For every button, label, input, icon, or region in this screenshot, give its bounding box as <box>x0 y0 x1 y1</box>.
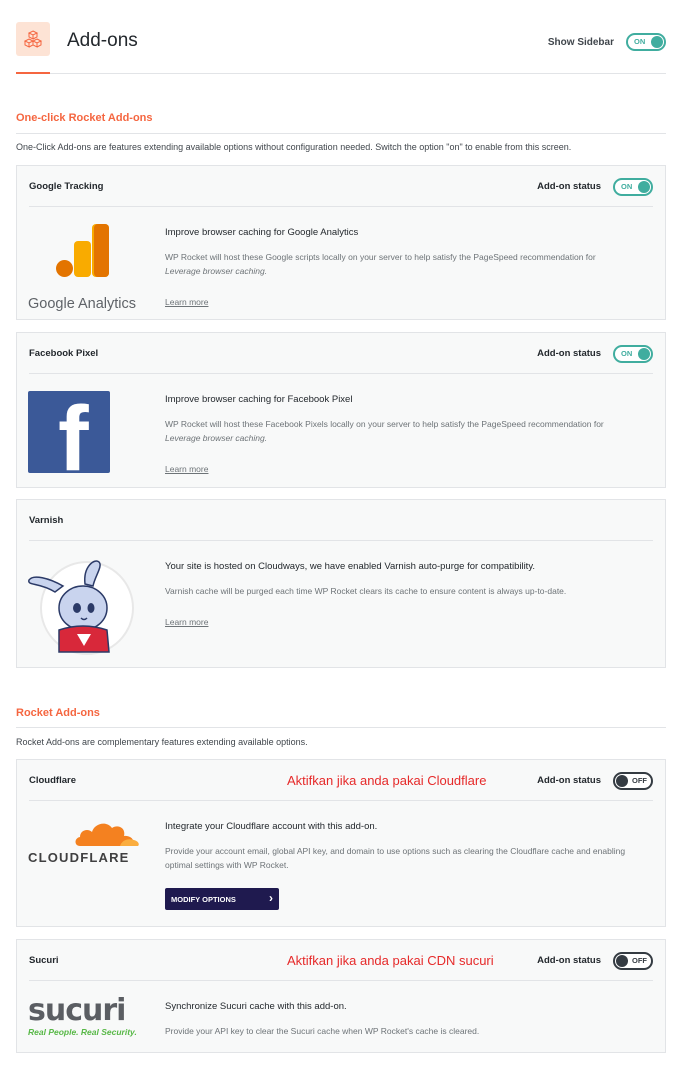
learn-more-link[interactable]: Learn more <box>165 617 209 627</box>
google-tracking-card <box>16 165 666 320</box>
modify-options-button[interactable] <box>165 888 279 910</box>
toggle-label: OFF <box>632 956 647 965</box>
toggle-label: ON <box>634 37 646 46</box>
google-analytics-wordmark: Google Analytics <box>28 296 137 312</box>
card-heading: Your site is hosted on Cloudways, we have enabled Varnish auto-purge for compatibility. <box>165 561 536 572</box>
one-click-section-title: One-click Rocket Add-ons <box>16 112 153 124</box>
card-description: Provide your account email, global API key, and domain to use options such as clearing the Cloudflare cache and enabling optimal settings with WP Rocket. <box>165 846 626 870</box>
learn-more-link[interactable]: Learn more <box>165 464 209 474</box>
card-description-emphasis: Leverage browser caching. <box>165 265 268 276</box>
rocket-addons-section-description: Rocket Add-ons are complementary features extending available options. <box>16 737 308 747</box>
toggle-knob <box>638 348 650 360</box>
cloudflare-cloud-icon <box>72 818 142 848</box>
card-description: Provide your API key to clear the Sucuri cache when WP Rocket's cache is cleared. <box>165 1026 480 1036</box>
rocket-addons-section-title: Rocket Add-ons <box>16 707 100 719</box>
facebook-pixel-toggle[interactable] <box>613 345 653 363</box>
card-divider <box>29 373 653 374</box>
toggle-knob <box>638 181 650 193</box>
cloudflare-logo <box>28 818 153 868</box>
varnish-card <box>16 499 666 668</box>
facebook-logo-icon <box>28 391 110 473</box>
card-divider <box>29 206 653 207</box>
card-description: Varnish cache will be purged each time WP Rocket clears its cache to ensure content is always up-to-date. <box>165 586 567 596</box>
card-divider <box>29 800 653 801</box>
addon-status-label: Add-on status <box>537 181 601 192</box>
toggle-knob <box>616 955 628 967</box>
cloudflare-annotation-note: Aktifkan jika anda pakai Cloudflare <box>287 773 487 788</box>
google-analytics-logo <box>28 224 153 312</box>
sucuri-toggle[interactable] <box>613 952 653 970</box>
card-heading: Synchronize Sucuri cache with this add-on. <box>165 1001 347 1012</box>
card-description <box>165 251 645 278</box>
section-divider <box>16 133 666 134</box>
sucuri-tagline: Real People. Real Security. <box>28 1027 137 1037</box>
show-sidebar-toggle[interactable] <box>626 33 666 51</box>
modify-options-label: MODIFY OPTIONS <box>171 894 236 904</box>
sucuri-annotation-note: Aktifkan jika anda pakai CDN sucuri <box>287 953 494 968</box>
show-sidebar-label: Show Sidebar <box>547 37 614 48</box>
varnish-rabbit-mascot-icon <box>25 552 140 657</box>
card-heading: Improve browser caching for Facebook Pixel <box>165 394 353 405</box>
facebook-f-glyph: f <box>58 391 89 473</box>
sucuri-logo <box>28 993 153 1041</box>
addon-status-label: Add-on status <box>537 348 601 359</box>
card-description-text: WP Rocket will host these Google scripts locally on your server to help satisfy the PageSpeed recommendation for <box>165 252 596 262</box>
cloudflare-card <box>16 759 666 927</box>
addon-status-label: Add-on status <box>537 955 601 966</box>
card-description <box>165 418 645 445</box>
google-tracking-toggle[interactable] <box>613 178 653 196</box>
toggle-label: OFF <box>632 776 647 785</box>
one-click-section-description: One-Click Add-ons are features extending available options without configuration needed. Switch the option "on" to enable from this screen. <box>16 142 572 152</box>
chevron-right-icon: › <box>269 891 273 905</box>
toggle-knob <box>651 36 663 48</box>
card-title: Varnish <box>29 515 64 526</box>
card-description-emphasis: Leverage browser caching. <box>165 432 268 443</box>
sucuri-card <box>16 939 666 1053</box>
header-accent-underline <box>16 72 50 74</box>
addon-status-label: Add-on status <box>537 775 601 786</box>
sucuri-wordmark: sucuri <box>28 993 126 1028</box>
toggle-label: ON <box>621 182 633 191</box>
card-title: Google Tracking <box>29 181 104 192</box>
card-heading: Integrate your Cloudflare account with this add-on. <box>165 821 378 832</box>
card-heading: Improve browser caching for Google Analytics <box>165 227 359 238</box>
section-divider <box>16 727 666 728</box>
toggle-knob <box>616 775 628 787</box>
page-title: Add-ons <box>67 30 138 51</box>
card-title: Cloudflare <box>29 775 76 786</box>
google-analytics-bars-icon <box>56 224 116 279</box>
toggle-label: ON <box>621 349 633 358</box>
cloudflare-wordmark: CLOUDFLARE <box>28 850 130 865</box>
card-title: Sucuri <box>29 955 59 966</box>
learn-more-link[interactable]: Learn more <box>165 297 209 307</box>
facebook-pixel-card <box>16 332 666 488</box>
page-header <box>16 22 666 74</box>
card-title: Facebook Pixel <box>29 348 99 359</box>
cloudflare-toggle[interactable] <box>613 772 653 790</box>
card-divider <box>29 980 653 981</box>
card-divider <box>29 540 653 541</box>
addons-cubes-icon <box>16 22 50 56</box>
card-description-text: WP Rocket will host these Facebook Pixels locally on your server to help satisfy the PageSpeed recommendation for <box>165 419 604 429</box>
